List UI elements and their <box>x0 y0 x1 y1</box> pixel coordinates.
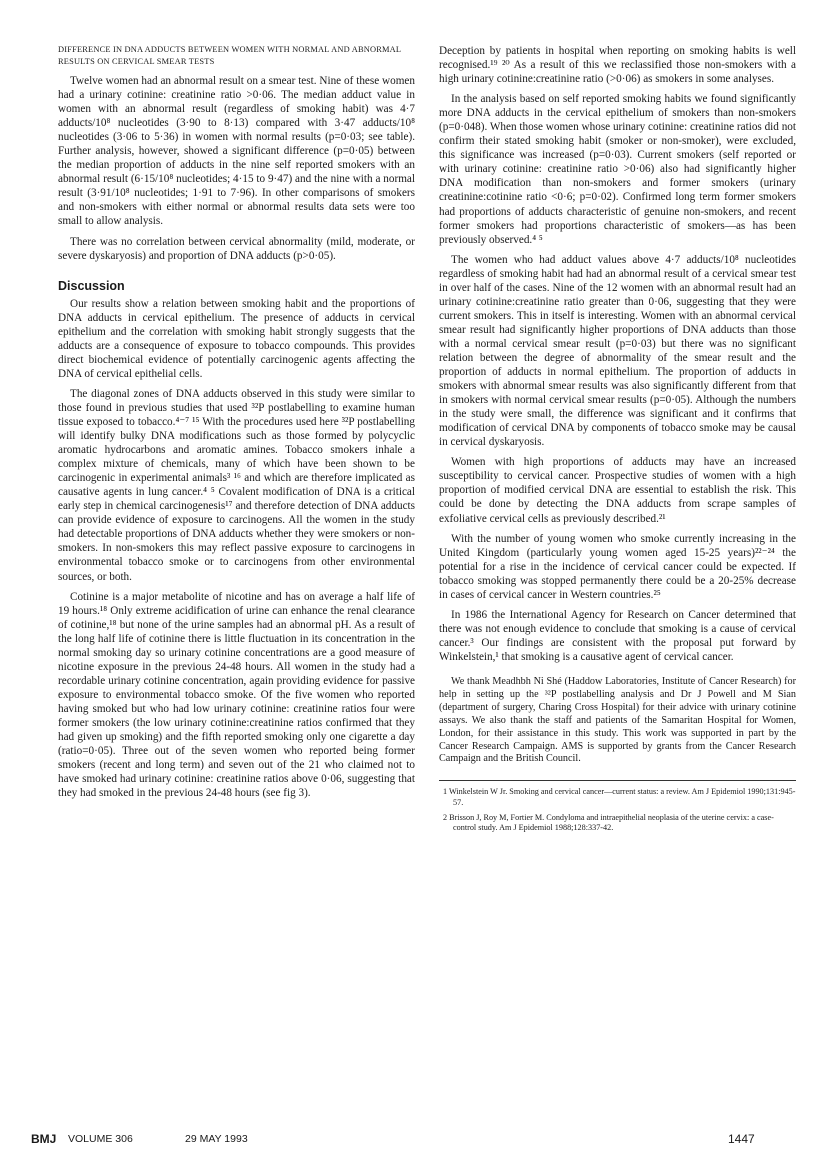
body-paragraph: Women with high proportions of adducts may have an increased susceptibility to cervical cancer. Prospective studies of women with a high proportion of modified cervical DNA are essential to establish the risk. This could be done by detecting the DNA adducts from scrape samples of exfoliative cervical cells as previously described.²¹ <box>439 456 796 525</box>
journal-name: BMJ <box>31 1132 57 1146</box>
body-paragraph: Deception by patients in hospital when reporting on smoking habits is well recognised.¹⁹ ²⁰ As a result of this we reclassified those non-smokers with a high urinary cotinine:creatinine ratio (>0·06) as smokers in some analyses. <box>439 45 796 86</box>
body-paragraph: Cotinine is a major metabolite of nicotine and has on average a half life of 19 hours.¹⁸ Only extreme acidification of urine can enhance the renal clearance of cotinine,¹⁸ but none of the urine samples had an abnormal pH. As a result of the long half life of cotinine there is little fluctuation in its concentration in the normal smoking day so urinary cotinine concentrations are a good measure of nicotine exposure in the previous 24-48 hours. All women in the study had a recordable urinary cotinine concentration, again providing evidence for passive exposure to environmental tobacco smoke. Of the five women who reported having smoked but who had low urinary cotinine: creatinine ratios four were former smokers (the low urinary cotinine:creatinine ratios confirmed that they had given up smoking) and the fifth reported smoking only one cigarette a day (ratio=0·05). Three out of the seven women who reported being former smokers (recent and long term) and seven out of the 21 who claimed not to have smoked had urinary cotinine: creatinine ratios above 0·06, suggesting that they had smoked in the previous 24-48 hours (see fig 3). <box>58 590 415 800</box>
body-paragraph: The women who had adduct values above 4·7 adducts/10⁸ nucleotides regardless of smoking habit had had an abnormal result of a cervical smear test in over half of the cases. Nine of the 12 women with an abnormal result had an urinary cotinine:creatinine ratio greater than 0·06, suggesting that they were current smokers. This in itself is interesting. Women with an abnormal cervical smear result had significantly higher proportions of DNA adducts than those with a normal cervical smear result (p=0·03) but there was no significant relation between the degree of abnormality of the smear result and the proportion of adducts in normal epithelium. The proportion of adducts in smokers with abnormal smear results was also significantly different from that in smokers with normal cervical smear results (p=0·05). Although the numbers in the study were small, the difference was significant and it confirms that modification of cervical DNA by components of tobacco smoke may be causal in cervical dyskaryosis. <box>439 253 796 449</box>
body-paragraph: In the analysis based on self reported smoking habits we found significantly more DNA adducts in the cervical epithelium of smokers than non-smokers (p=0·048). When those women whose urinary cotinine: creatinine ratios did not confirm their stated smoking habit (smoker or non-smoker), were excluded, this significance was increased (p=0·03). Current smokers (self reported or with urinary cotinine: creatinine ratio >0·06) also had significantly higher DNA modification than non-smokers and former smokers (urinary creatinine:cotinine ratio <0·6; p=0·02). Confirmed long term former smokers had proportions of adducts characteristic of genuine non-smokers, and recent former smokers had proportions characteristic of smokers—as has been previously observed.⁴ ⁵ <box>439 93 796 246</box>
left-column <box>58 44 415 800</box>
acknowledgement: We thank Meadhbh Ni Shé (Haddow Laboratories, Institute of Cancer Research) for help in setting up the ³²P postlabelling analysis and Dr J Powell and M Sian (department of surgery, Charing Cross Hospital) for their advice with urinary cotinine assays. We also thank the staff and patients of the Samaritan Hospital for Women, London, for their assistance in this study. This work was supported in part by the Cancer Research Campaign. AMS is supported by grants from the Cancer Research Campaign and the British Council. <box>439 675 796 765</box>
body-paragraph: In 1986 the International Agency for Research on Cancer determined that there was not enough evidence to conclude that smoking is a cause of cervical cancer.³ Our findings are consistent with the proposal put forward by Winkelstein,¹ that smoking is a causative agent of cervical cancer. <box>439 608 796 663</box>
body-paragraph: There was no correlation between cervical abnormality (mild, moderate, or severe dyskaryosis) and proportion of DNA adducts (p>0·05). <box>58 235 415 262</box>
journal-volume: VOLUME 306 <box>68 1133 133 1145</box>
section-subheading: DIFFERENCE IN DNA ADDUCTS BETWEEN WOMEN WITH NORMAL AND ABNORMAL RESULTS ON CERVICAL SMEAR TESTS <box>58 45 401 66</box>
right-column <box>439 44 796 838</box>
body-paragraph: Our results show a relation between smoking habit and the proportions of DNA adducts in cervical epithelium. The presence of adducts in cervical epithelium and the correlation with smoking habit strongly suggests that the adducts are a consequence of exposure to tobacco compounds. This provides direct biochemical evidence of potentially carcinogenic agents affecting the DNA of cervical epithelial cells. <box>58 297 415 380</box>
reference-item: 2 Brisson J, Roy M, Fortier M. Condyloma and intraepithelial neoplasia of the uterine cervix: a case-control study. Am J Epidemiol 1988;128:337-42. <box>443 812 774 833</box>
body-paragraph: The diagonal zones of DNA adducts observed in this study were similar to those found in previous studies that used ³²P postlabelling to examine human tissue exposed to tobacco.⁴⁻⁷ ¹⁵ With the procedures used here ³²P postlabelling will identify bulky DNA modifications such as those formed by polycyclic aromatic hydrocarbons and aromatic amines. Tobacco smokers inhale a complex mixture of chemicals, many of which have been shown to be carcinogenic in experimental animals³ ¹⁶ and which are therefore implicated as causative agents in lung cancer.⁴ ⁵ Covalent modification of DNA is a critical early step in chemical carcinogenesis¹⁷ and therefore detection of DNA adducts can provide evidence of exposure to carcinogens. All the women in the study had detectable proportions of DNA adducts whether they were smokers or non-smokers. In non-smokers this may reflect passive exposure to carcinogens in environmental tobacco smoke or to carcinogens from other environmental sources, or both. <box>58 387 415 583</box>
body-paragraph: With the number of young women who smoke currently increasing in the United Kingdom (particularly young women aged 15-25 years)²²⁻²⁴ the potential for a rise in the incidence of cervical cancer could be expected. If tobacco smoking was stopped permanently there could be a 20-25% decrease in cases of cervical cancer in Western countries.²⁵ <box>439 532 796 601</box>
page-footer <box>0 1132 816 1150</box>
discussion-heading: Discussion <box>58 278 125 293</box>
page-number: 1447 <box>728 1132 755 1146</box>
body-paragraph: Twelve women had an abnormal result on a smear test. Nine of these women had a urinary cotinine: creatinine ratio >0·06. The median adduct value in women with an abnormal result (regardless of smoking habit) was 4·7 adducts/10⁸ nucleotides (3·90 to 8·13) compared with 3·47 adducts/10⁸ nucleotides (3·06 to 5·36) in women with normal results (p=0·03; see table). Further analysis, however, showed a significant difference (p=0·05) between the median proportion of adducts in the nine self reported smokers with an abnormal result (6·15/10⁸ nucleotides; 4·15 to 9·47) and the nine with a normal result (3·91/10⁸ nucleotides; 1·91 to 7·96). In other comparisons of smokers and non-smokers with either normal or abnormal results data sets were too small to allow analysis. <box>58 75 415 228</box>
reference-item: 1 Winkelstein W Jr. Smoking and cervical cancer—current status: a review. Am J Epidemiol 1990;131:945-57. <box>443 787 796 807</box>
references-divider <box>439 780 796 781</box>
issue-date: 29 MAY 1993 <box>185 1133 248 1145</box>
